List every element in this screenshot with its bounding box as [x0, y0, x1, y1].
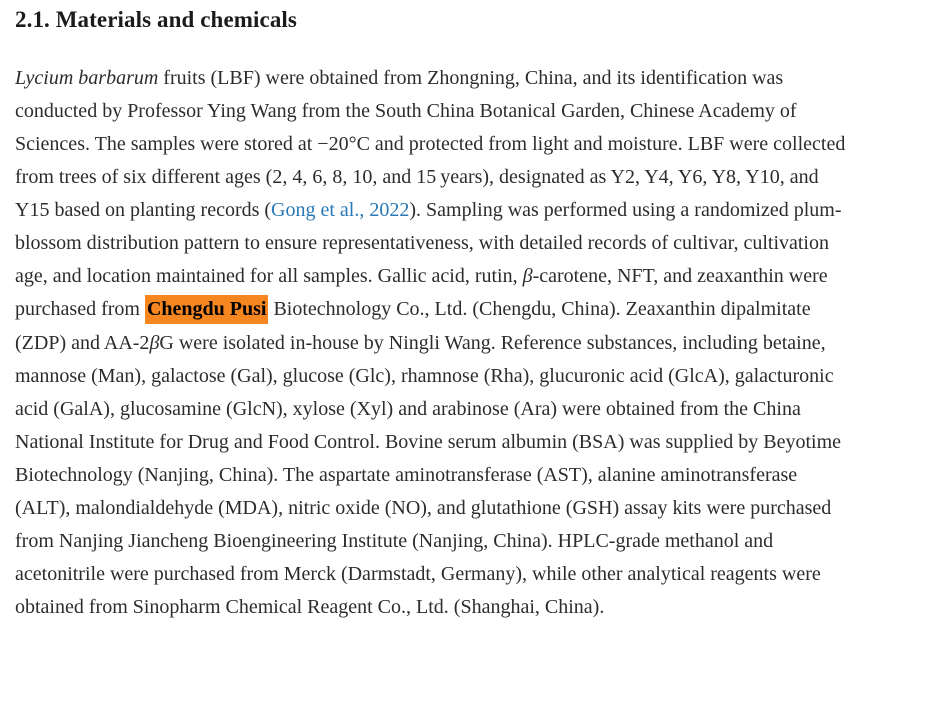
body-text: ). Sampling was performed using a randomized plum-blossom distribution pattern to ensure representativeness, with detailed records of cultivar, cultivation age, and location maintained for all samples. Gallic acid, rutin, — [15, 199, 842, 288]
beta-symbol: β — [149, 331, 160, 354]
citation-link-gong-2022[interactable]: Gong et al., 2022 — [271, 199, 410, 222]
section-heading: 2.1. Materials and chemicals — [15, 7, 297, 32]
body-text: fruits (LBF) were obtained from Zhongning, China, and its identification was conducted by Professor Ying Wang from the South China Botanical Garden, Chinese Academy of Sciences. The samples were stored at −20°C and protected from light and moisture. LBF were collected from trees of six different ages (2, 4, 6, 8, 10, and 15 years), designated as Y2, Y4, Y6, Y8, Y10, and Y15 based on planting records ( — [15, 66, 846, 222]
body-text: Biotechnology Co., Ltd. (Chengdu, China). Zeaxanthin dipalmitate (ZDP) and AA-2 — [15, 298, 811, 354]
body-text: G were isolated in-house by Ningli Wang. Reference substances, including betaine, mannose (Man), galactose (Gal), glucose (Glc), rhamnose (Rha), glucuronic acid (GlcA), galacturonic acid (GalA), glucosamine (GlcN), xylose (Xyl) and arabinose (Ara) were obtained from the China National Institute for Drug and Food Control. Bovine serum albumin (BSA) was supplied by Beyotime Biotechnology (Nanjing, China). The aspartate aminotransferase (AST), alanine aminotransferase (ALT), malondialdehyde (MDA), nitric oxide (NO), and glutathione (GSH) assay kits were purchased from Nanjing Jiancheng Bioengineering Institute (Nanjing, China). HPLC-grade methanol and acetonitrile were purchased from Merck (Darmstadt, Germany), while other analytical reagents were obtained from Sinopharm Chemical Reagent Co., Ltd. (Shanghai, China). — [15, 331, 842, 619]
species-name: Lycium barbarum — [15, 66, 159, 89]
body-text: -carotene, NFT, and zeaxanthin were purchased from — [15, 265, 828, 321]
section-paragraph — [15, 62, 855, 625]
highlighted-term-chengdu-pusi: Chengdu Pusi — [145, 295, 269, 324]
beta-symbol: β — [522, 265, 533, 288]
